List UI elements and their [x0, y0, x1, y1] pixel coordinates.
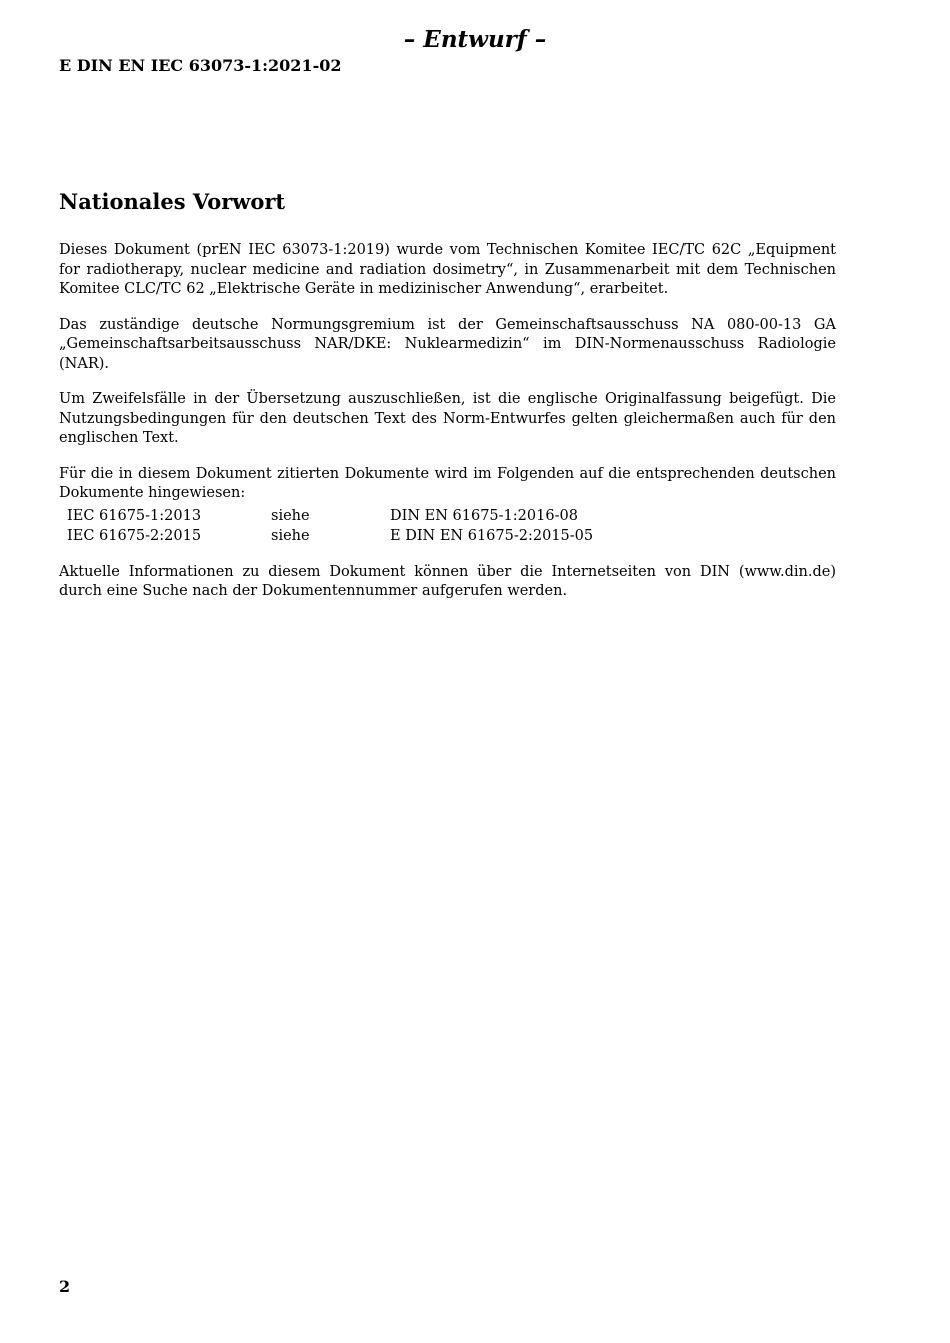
table-row	[67, 526, 593, 546]
draft-mark: – Entwurf –	[403, 26, 547, 53]
reference-din: E DIN EN 61675-2:2015-05	[390, 527, 594, 544]
paragraph-translation: Um Zweifelsfälle in der Übersetzung auszuschließen, ist die englische Originalfassung beigefügt. Die Nutzungsbedingungen für den deutschen Text des Norm-Entwurfes gelten gleichermaßen auch für den englischen Text.	[59, 391, 836, 446]
reference-relation: siehe	[271, 507, 310, 524]
reference-iec: IEC 61675-1:2013	[67, 507, 202, 524]
section-content	[59, 241, 836, 618]
reference-relation: siehe	[271, 527, 310, 544]
paragraph-closing: Aktuelle Informationen zu diesem Dokument können über die Internetseiten von DIN (www.din.de) durch eine Suche nach der Dokumentennummer aufgerufen werden.	[59, 563, 836, 599]
section-title: Nationales Vorwort	[59, 189, 286, 214]
paragraph-cited-documents: Für die in diesem Dokument zitierten Dokumente wird im Folgenden auf die entsprechenden deutschen Dokumente hingewiesen:	[59, 465, 836, 501]
paragraph-standards-body: Das zuständige deutsche Normungsgremium ist der Gemeinschaftsausschuss NA 080-00-13 GA „Gemeinschaftsarbeitsausschuss NAR/DKE: Nuklearmedizin“ im DIN-Normenausschuss Radiologie (NAR).	[59, 316, 836, 372]
reference-table	[67, 506, 593, 546]
reference-iec: IEC 61675-2:2015	[67, 527, 202, 544]
page-number: 2	[59, 1277, 71, 1296]
reference-din: DIN EN 61675-1:2016-08	[390, 507, 578, 524]
document-number: E DIN EN IEC 63073-1:2021-02	[59, 56, 342, 75]
table-row	[67, 506, 593, 526]
paragraph-committee: Dieses Dokument (prEN IEC 63073-1:2019) wurde vom Technischen Komitee IEC/TC 62C „Equipment for radiotherapy, nuclear medicine and radiation dosimetry“, in Zusammenarbeit mit dem Technischen Komitee CLC/TC 62 „Elektrische Geräte in medizinischer Anwendung“, erarbeitet.	[59, 242, 836, 297]
